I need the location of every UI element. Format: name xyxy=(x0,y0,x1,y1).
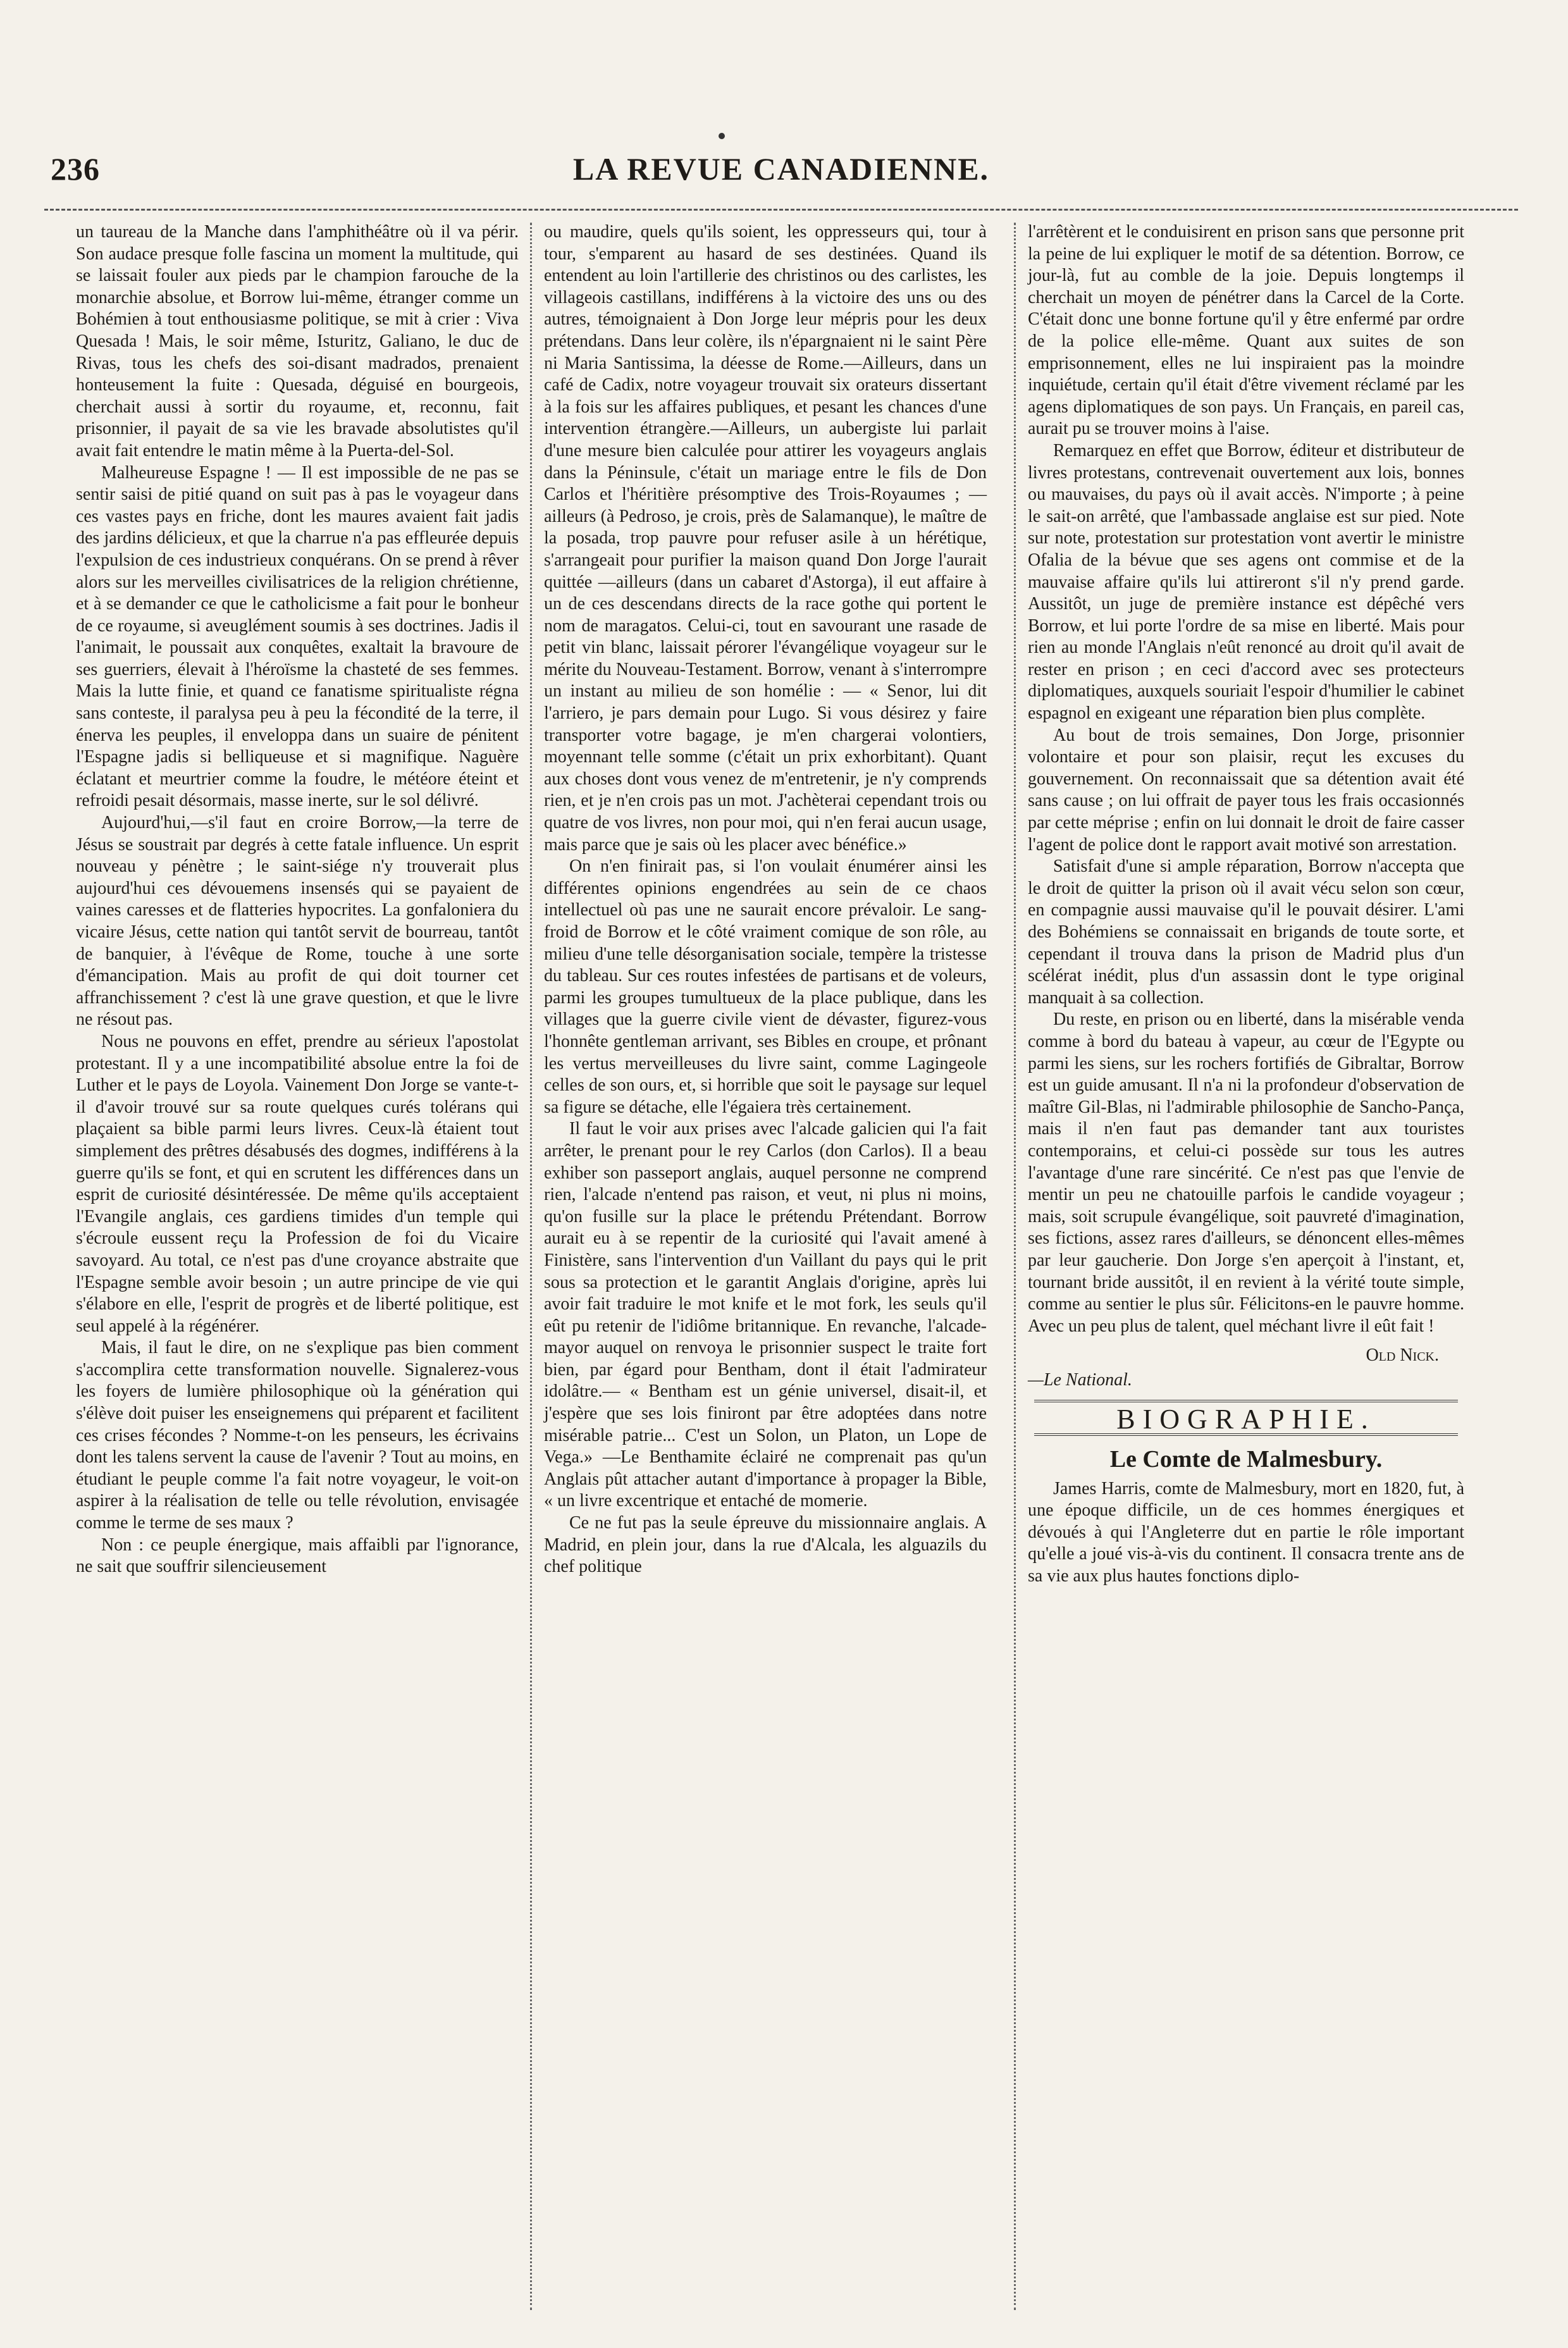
section-title: BIOGRAPHIE. xyxy=(1116,1404,1376,1435)
paragraph: Il faut le voir aux prises avec l'alcade galicien qui l'a fait arrêter, le prenant pour le rey Carlos (don Carlos). Il a beau exhiber son passeport anglais, auquel personne ne comprend rien, l'alcade n'entend pas raison, et veut, ni plus ni moins, qu'on fusille sur la place le prétendu Prétendant. Borrow aurait eu à se repentir de la curiosité qui l'avait amené à Finistère, sans l'intervention d'un Vaillant du pays qui le prit sous sa protection et le garantit Anglais d'origine, après lui avoir fait traduire le mot knife et le mot fork, les seuls qu'il eût pu retenir de l'idiôme britannique. En revanche, l'alcade-mayor auquel on renvoya le prisonnier suspect le traite fort bien, par égard pour Bentham, dont il était l'admirateur idolâtre.— « Bentham est un génie universel, disait-il, et j'espère que ses lois finiront par être adoptées dans notre misérable patrie... C'est un Solon, un Platon, un Lope de Vega.» —Le Benthamite éclairé ne comprenait pas qu'un Anglais pût attacher autant d'importance à propager la Bible, « un livre excentrique et entaché de momerie. xyxy=(544,1119,987,1511)
column-2 xyxy=(544,221,987,1578)
paragraph: Nous ne pouvons en effet, prendre au sérieux l'apostolat protestant. Il y a une incompatibilité absolue entre la foi de Luther et le pays de Loyola. Vainement Don Jorge se vante-t-il d'avoir trouvé sur sa route quelques curés tolérans qui plaçaient sa bible parmi leurs livres. Ceux-là étaient tout simplement des prêtres désabusés des dogmes, indifférens à la guerre qu'ils se font, et qui en scrutent les différences dans un esprit de curiosité désintéressée. De même qu'ils acceptaient l'Evangile anglais, ces gardiens timides d'un temple qui s'écroule eussent reçu la Profession de foi du Vicaire savoyard. Au total, ce n'est pas d'une croyance abstraite que l'Espagne semble avoir besoin ; un autre principe de vie qui s'élabore en elle, l'esprit de progrès et de liberté politique, est seul appelé à la régénérer. xyxy=(76,1031,519,1336)
paragraph: Ce ne fut pas la seule épreuve du missionnaire anglais. A Madrid, en plein jour, dans la rue d'Alcala, les alguazils du chef politique xyxy=(544,1513,987,1577)
source-credit: —Le National. xyxy=(1028,1369,1132,1390)
paragraph: Du reste, en prison ou en liberté, dans la misérable venda comme à bord du bateau à vapeur, au cœur de l'Egypte ou parmi les siens, sur les rochers fortifiés de Gibraltar, Borrow est un guide amusant. Il n'a ni la profondeur d'observation de maître Gil-Blas, ni l'admirable philosophie de Sancho-Pança, mais il n'en faut pas demander tant aux touristes contemporains, et celui-ci possède sur tous les autres l'avantage d'une rare sincérité. Ce n'est pas que l'envie de mentir un peu ne chatouille parfois le candide voyageur ; mais, soit scrupule évangélique, soit pauvreté d'imagination, ses fictions, assez rares d'ailleurs, se dénoncent elles-mêmes par leur gaucherie. Don Jorge s'en aperçoit à l'instant, et, tournant bride aussitôt, il en revient à la vérité toute simple, comme au sentier le plus sûr. Félicitons-en le pauvre homme. Avec un peu plus de talent, quel méchant livre il eût fait ! xyxy=(1028,1010,1464,1336)
paragraph: un taureau de la Manche dans l'amphithéâtre où il va périr. Son audace presque folle fascina un moment la multitude, qui se laissait fouler aux pieds par le champion farouche de la monarchie absolue, et Borrow lui-même, étranger comme un Bohémien à tout enthousiasme politique, se mit à crier : Viva Quesada ! Mais, le soir même, Isturitz, Galiano, le duc de Rivas, tous les chefs des soi-disant madrados, prenaient honteusement la fuite : Quesada, déguisé en bourgeois, cherchait aussi à sortir du royaume, et, reconnu, fait prisonnier, il payait de sa vie les bravade absolutistes qu'il avait fait entendre le matin même à la Puerta-del-Sol. xyxy=(76,222,519,460)
paragraph: Au bout de trois semaines, Don Jorge, prisonnier volontaire et pour son plaisir, reçut les excuses du gouvernement. On reconnaissait que sa détention avait été sans cause ; on lui offrait de payer tous les frais occasionnés par cette méprise ; enfin on lui donnait le droit de faire casser l'agent de police dont le rapport avait motivé son arrestation. xyxy=(1028,725,1464,855)
paragraph: ou maudire, quels qu'ils soient, les oppresseurs qui, tour à tour, s'emparent au hasard de ses destinées. Quand ils entendent au loin l'artillerie des christinos ou des carlistes, les villageois castillans, indifférens à la victoire des uns ou des autres, témoignaient à Don Jorge leur mépris pour les deux prétendans. Dans leur colère, ils n'épargnaient ni le saint Père ni Maria Santissima, la déesse de Rome.—Ailleurs, dans un café de Cadix, notre voyageur trouvait six orateurs dissertant à la fois sur les affaires publiques, et pesant les chances d'une intervention étrangère.—Ailleurs, un aubergiste lui parlait d'une mesure bien calculée pour attirer les voyageurs anglais dans la Péninsule, c'était un mariage entre le fils de Don Carlos et l'héritière présomptive des Trois-Royaumes ; —ailleurs (à Pedroso, je crois, près de Salamanque), le maître de la posada, trop pauvre pour refuser asile à un hérétique, s'arrangeait pour purifier la maison quand Don Jorge l'aurait quittée —ailleurs (dans un cabaret d'Astorga), il eut affaire à un de ces descendans directs de la race gothe qui portent le nom de maragatos. Celui-ci, tout en savourant une rasade de petit vin blanc, laissait pérorer l'évangélique voyageur sur le mérite du Nouveau-Testament. Borrow, venant à s'interrompre un instant au milieu de son homélie : — « Senor, lui dit l'arriero, je pars demain pour Lugo. Si vous désirez y faire transporter votre bagage, je m'en chargerai volontiers, moyennant telle somme (c'était un prix exhorbitant). Quant aux choses dont vous venez de m'entretenir, je n'y comprends rien, et je n'en crois pas un mot. J'achèterai cependant trois ou quatre de vos livres, non pour moi, qui n'en ferai aucun usage, mais parce que je sais où les placer avec bénéfice.» xyxy=(544,222,987,855)
paragraph: Aujourd'hui,—s'il faut en croire Borrow,—la terre de Jésus se soustrait par degrés à cette fatale influence. Un esprit nouveau y pénètre ; le saint-siége n'y trouverait plus aujourd'hui ces dévouemens insensés qui se payaient de vaines caresses et de flatteries hypocrites. La gonfaloniera du vicaire Jésus, cette nation qui tantôt servit de bourreau, tantôt de banquier, à l'évêque de Rome, touche à une sorte d'émancipation. Mais au profit de qui doit tourner cet affranchissement ? c'est là une grave question, et que le livre ne résout pas. xyxy=(76,813,519,1030)
running-title: LA REVUE CANADIENNE. xyxy=(572,151,990,187)
column-3 xyxy=(1028,221,1464,1588)
column-rule xyxy=(1014,223,1016,2310)
author-signature: Old Nick. xyxy=(1366,1345,1439,1366)
paragraph: Remarquez en effet que Borrow, éditeur et distributeur de livres protestans, contrevenait ouvertement aux lois, bonnes ou mauvaises, du pays où il avait accès. N'importe ; à peine le sait-on arrêté, que l'ambassade anglaise est sur pied. Note sur note, protestation sur protestation vont avertir le ministre Ofalia de la bévue que ses agens ont commise et de la mauvaise affaire qu'ils lui attireront s'il n'y prend garde. Aussitôt, un juge de première instance est dépêché vers Borrow, et lui porte l'ordre de sa mise en liberté. Mais pour rien au monde l'Anglais n'eût renoncé au droit qu'il avait de rester en prison ; en ceci d'accord avec ses protecteurs diplomatiques, auxquels souriait l'espoir d'humilier le cabinet espagnol en exigeant une réparation bien plus complète. xyxy=(1028,440,1464,724)
column-1 xyxy=(76,221,519,1578)
paragraph: Satisfait d'une si ample réparation, Borrow n'accepta que le droit de quitter la prison où il avait vécu selon son cœur, en compagnie aussi mauvaise qu'il le pouvait désirer. L'ami des Bohémiens se connaissait en brigands de toute sorte, et cependant il trouva dans la prison de Madrid plus d'un scélérat inédit, plus d'un assassin dont le type original manquait à sa collection. xyxy=(1028,856,1464,1008)
section-divider xyxy=(1034,1400,1458,1402)
page-mark xyxy=(719,133,725,139)
paragraph: On n'en finirait pas, si l'on voulait énumérer ainsi les différentes opinions engendrées au sein de ce chaos intellectuel où pas une ne saurait encore prévaloir. Le sang-froid de Borrow et le côté vraiment comique de son rôle, au milieu d'une telle désorganisation sociale, tempère la tristesse du tableau. Sur ces routes infestées de partisans et de voleurs, parmi les groupes tumultueux de la place publique, dans les villages que la guerre civile vient de dévaster, figurez-vous l'honnête gentleman arrivant, ses Bibles en croupe, et prônant les vertus merveilleuses du livre saint, comme Lagingeole celles de son ours, et, si horrible que soit le paysage sur lequel sa figure se détache, elle l'égaiera très certainement. xyxy=(544,856,987,1117)
paragraph: James Harris, comte de Malmesbury, mort en 1820, fut, à une époque difficile, un de ces hommes énergiques et dévoués à qui l'Angleterre dut en partie le rôle important qu'elle a joué vis-à-vis du continent. Il consacra trente ans de sa vie aux plus hautes fonctions diplo- xyxy=(1028,1478,1464,1586)
paragraph: l'arrêtèrent et le conduisirent en prison sans que personne prit la peine de lui expliquer le motif de sa détention. Borrow, ce jour-là, fut au comble de la joie. Depuis longtemps il cherchait un moyen de pénétrer dans la Carcel de la Corte. C'était donc une bonne fortune qu'il y être enfermé par ordre de la police elle-même. Quant aux suites de son emprisonnement, elles ne lui inspiraient pas la moindre inquiétude, certain qu'il était d'être vivement réclamé par les agens diplomatiques de son pays. Un Français, en pareil cas, aurait pu se trouver moins à l'aise. xyxy=(1028,222,1464,439)
page-header xyxy=(44,151,1518,214)
paragraph: Mais, il faut le dire, on ne s'explique pas bien comment s'accomplira cette transformation nouvelle. Signalerez-vous les foyers de lumière philosophique où la génération qui s'élève doit puiser les enseignemens qui préparent et facilitent ces crises fécondes ? Nomme-t-on les penseurs, les écrivains dont les talens servent la cause de l'avenir ? Tout au moins, en étudiant le peuple comme l'a fait notre voyageur, le voit-on aspirer à la réalisation de telle ou telle révolution, envisagée comme le terme de ses maux ? xyxy=(76,1338,519,1533)
header-rule xyxy=(44,209,1518,211)
column-rule xyxy=(530,223,532,2310)
page-number: 236 xyxy=(51,151,100,187)
paragraph: Malheureuse Espagne ! — Il est impossible de ne pas se sentir saisi de pitié quand on suit pas à pas le voyageur dans ces vastes pays en friche, dont les maures avaient fait jadis des jardins délicieux, et que la charrue n'a pas effleurée depuis l'expulsion de ces industrieux conquérans. On se prend à rêver alors sur les merveilles civilisatrices de la religion chrétienne, et à se demander ce que le catholicisme a fait pour le bonheur de ce royaume, si aveuglément soumis à ses doctrines. Jadis il l'animait, le poussait aux conquêtes, exaltait la bravoure de ses guerriers, élevait à l'héroïsme la chasteté de ses femmes. Mais la lutte finie, et quand ce fanatisme spiritualiste régna sans conteste, il paralysa peu à peu la fécondité de la terre, il énerva les peuples, il enveloppa dans un suaire de pénitent l'Espagne jadis si belliqueuse et si magnifique. Naguère éclatant et meurtrier comme la foudre, le météore éteint et refroidi pesait désormais, masse inerte, sur le sol délivré. xyxy=(76,462,519,811)
paragraph: Non : ce peuple énergique, mais affaibli par l'ignorance, ne sait que souffrir silencieusement xyxy=(76,1535,519,1577)
article-title: Le Comte de Malmesbury. xyxy=(1109,1446,1383,1473)
